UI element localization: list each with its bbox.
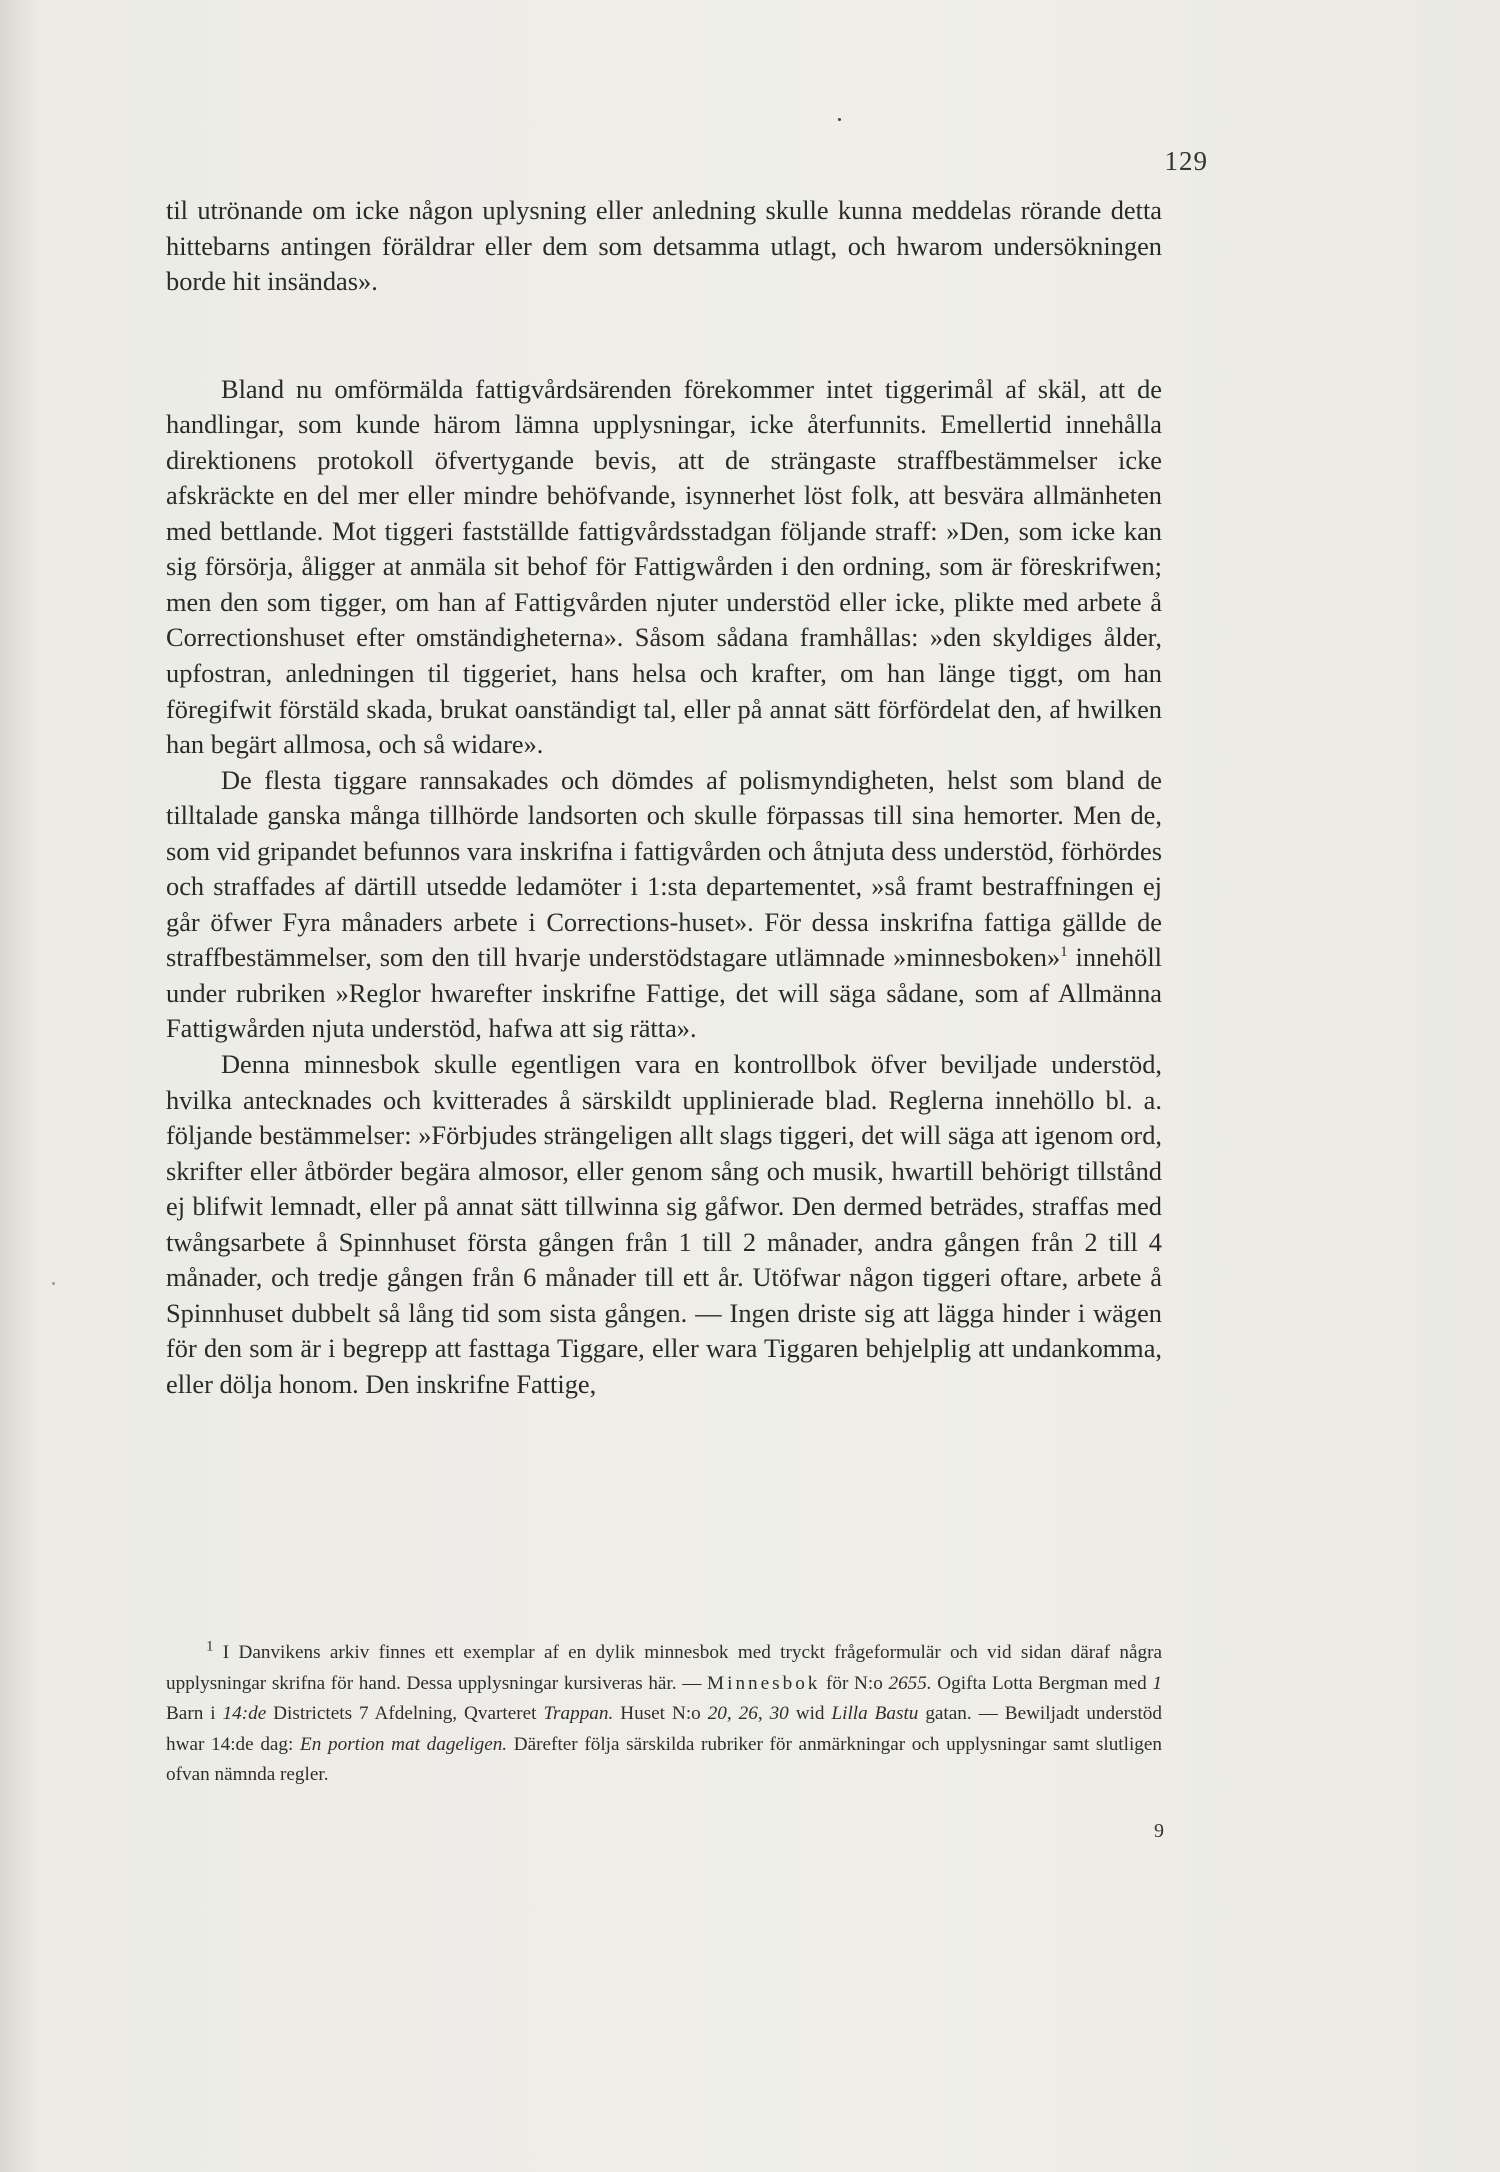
handwritten-entry: Trappan. xyxy=(543,1703,614,1725)
emphasis-spaced: Minnesbok xyxy=(707,1672,821,1694)
handwritten-entry: 20, 26, 30 xyxy=(707,1703,789,1725)
handwritten-entry: 14:de xyxy=(222,1703,267,1725)
handwritten-entry: 2655. xyxy=(888,1672,932,1694)
handwritten-entry: Lilla Bastu xyxy=(831,1703,919,1725)
paragraph-gap xyxy=(166,300,1162,372)
paragraph-3-text-b: innehöll under rubriken »Reglor hwarefter inskrifne Fattige, det will säga sådane, som af Allmänna Fattigwården njuta understöd, hafwa att sig rätta». xyxy=(166,942,1163,1044)
page-number: 129 xyxy=(1164,146,1208,176)
paragraph-4: Denna minnesbok skulle egentligen vara en kontrollbok öfver beviljade understöd, hvilka antecknades och kvitterades å särskildt upplinierade blad. Reglerna innehöllo bl. a. följande bestämmelser: »Förbjudes strängeligen allt slags tiggeri, det will säga att igenom ord, skrifter eller åtbörder begära almosor, eller genom sång och musik, hwartill behörigt tillstånd ej blifwit lemnadt, eller på annat sätt tillwinna sig gåfwor. Den dermed beträdes, straffas med twångsarbete å Spinnhuset första gången från 1 till 2 månader, andra gången från 2 till 4 månader, och tredje gången från 6 månader till ett år. Utöfwar någon tiggeri oftare, arbete å Spinnhuset dubbelt så lång tid som sista gången. — Ingen driste sig att lägga hinder i wägen för den som är i begrepp att fasttaga Tiggare, eller wara Tiggaren behjelplig att undankomma, eller dölja honom. Den inskrifne Fattige, xyxy=(166,1049,1162,1399)
handwritten-entry: 1 xyxy=(1152,1672,1163,1694)
footnote-marker: 1 xyxy=(206,1638,214,1655)
paragraph-3-text-a: De flesta tiggare rannsakades och dömdes af polismyndigheten, helst som bland de tilltalade ganska många tillhörde landsorten och skulle förpassas till sina hemorter. Men de, som vid gripandet befunnos vara inskrifna i fattigvården och åtnjuta dess understöd, förhördes och straffades af därtill utsedde ledamöter i 1:sta departementet, »så framt bestraffningen ej går öfwer Fyra månaders arbete i Corrections-huset». För dessa inskrifna fattiga gällde de straffbestämmelser, som den till hvarje understödstagare utlämnade »minnesboken» xyxy=(166,764,1162,973)
ink-speck xyxy=(52,1282,55,1285)
paragraph-2: Bland nu omförmälda fattigvårdsärenden förekommer intet tiggerimål af skäl, att de handlingar, som kunde härom lämna upplysningar, icke återfunnits. Emellertid innehålla direktionens protokoll öfvertygande bevis, att de strängaste straffbestämmelser icke afskräckte en del mer eller mindre behöfvande, isynnerhet löst folk, att besvära allmänheten med bettlande. Mot tiggeri fastställde fattigvårdsstadgan följande straff: »Den, som icke kan sig försörja, åligger at anmäla sit behof för Fattigwården i den ordning, som är föreskrifwen; men den som tigger, om han af Fattigvården njuter understöd eller icke, plikte med arbete å Correctionshuset efter omständigheterna». Såsom sådana framhållas: »den skyldiges ålder, upfostran, anledningen til tiggeriet, hans helsa och krafter, om han länge tiggt, om han föregifwit förstäld skada, brukat oanständigt tal, eller på annat sätt förfördelat den, af hwilken han begärt allmosa, och så widare». xyxy=(166,373,1162,760)
body-text xyxy=(166,193,1162,1403)
signature-mark: 9 xyxy=(1154,1820,1164,1842)
footnote-reference[interactable]: 1 xyxy=(1060,944,1068,961)
footnote-text: $^1$ I Danvikens arkiv finnes ett exemplar af en dylik minnesbok med tryckt frågeformulär och vid sidan däraf några upplysningar skrifna för hand. Dessa upplysningar kursiveras här. — Minnesbok för N:o 2655. Ogifta Lotta Bergman med 1 Barn i 14:de Districtets 7 Afdelning, Qvarteret Trappan. Huset N:o 20, 26, 30 wid Lilla Bastu gatan. — Bewiljadt understöd hwar 14:de dag: En portion mat dageligen. Därefter följa särskilda rubriker för anmärkningar och upplysningar samt slutligen ofvan nämnda regler. xyxy=(166,1638,1163,1786)
ink-speck xyxy=(838,118,841,121)
footnote xyxy=(166,1638,1162,1791)
paragraph-1: til utrönande om icke någon uplysning eller anledning skulle kunna meddelas rörande detta hittebarns antingen föräldrar eller dem som detsamma utlagt, och hwarom undersökningen borde hit insändas». xyxy=(166,195,1162,297)
paragraph-3 xyxy=(166,763,1162,1047)
handwritten-entry: En portion mat dageligen. xyxy=(300,1733,508,1755)
